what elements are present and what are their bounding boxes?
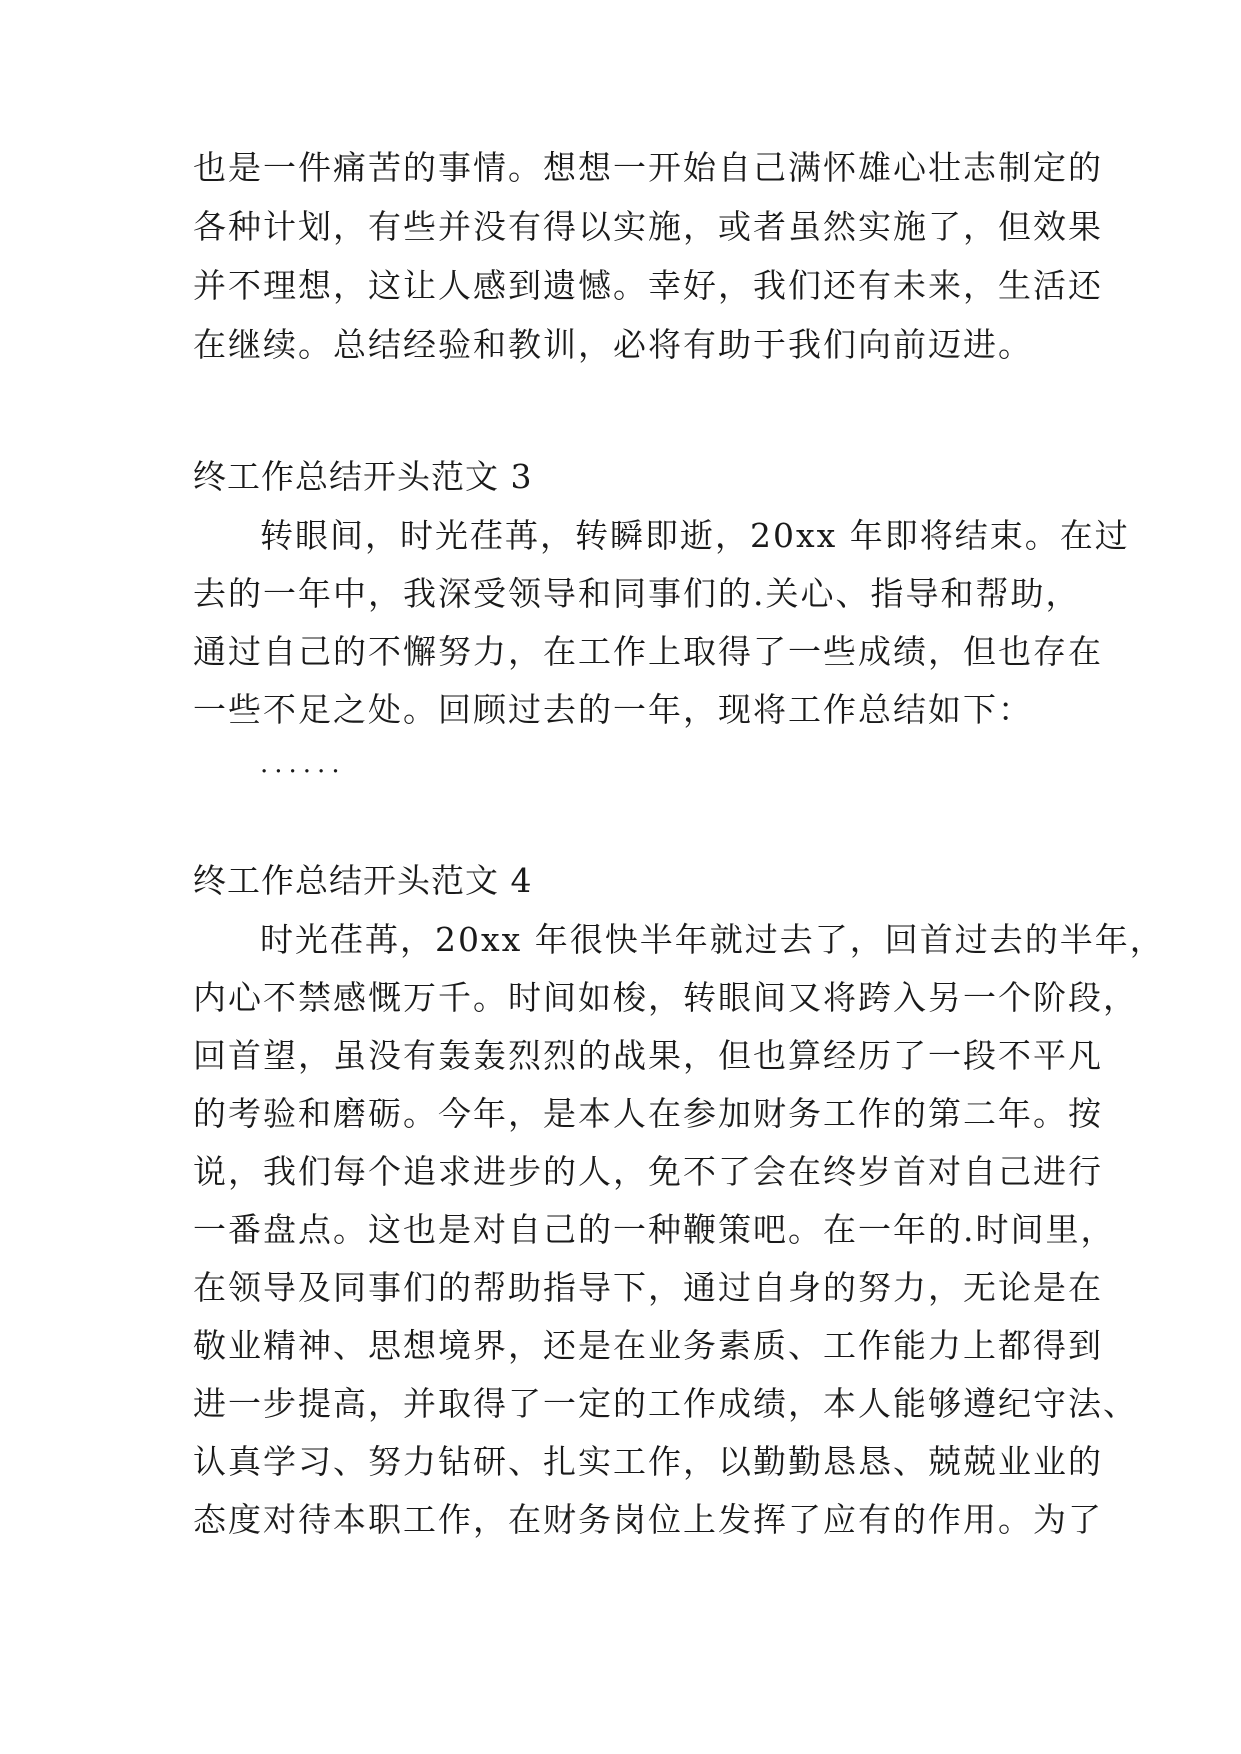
body-line: 内心不禁感慨万千。时间如梭，转眼间又将跨入另一个阶段， xyxy=(193,978,1138,1017)
body-line: 进一步提高，并取得了一定的工作成绩，本人能够遵纪守法、 xyxy=(193,1384,1138,1423)
body-line: 各种计划，有些并没有得以实施，或者虽然实施了，但效果 xyxy=(193,207,1103,246)
section-heading: 终工作总结开头范文 3 xyxy=(193,457,533,496)
body-line: 一些不足之处。回顾过去的一年，现将工作总结如下： xyxy=(193,690,1033,729)
body-line: 也是一件痛苦的事情。想想一开始自己满怀雄心壮志制定的 xyxy=(193,148,1103,187)
body-line: 说，我们每个追求进步的人，免不了会在终岁首对自己进行 xyxy=(193,1152,1103,1191)
body-line: 并不理想，这让人感到遗憾。幸好，我们还有未来，生活还 xyxy=(193,266,1103,305)
body-line: 转眼间，时光荏苒，转瞬即逝，20xx 年即将结束。在过 xyxy=(260,516,1130,555)
body-line: 回首望，虽没有轰轰烈烈的战果，但也算经历了一段不平凡 xyxy=(193,1036,1103,1075)
body-line: 态度对待本职工作，在财务岗位上发挥了应有的作用。为了 xyxy=(193,1500,1103,1539)
body-line: 时光荏苒，20xx 年很快半年就过去了，回首过去的半年， xyxy=(260,920,1165,959)
body-line: 认真学习、努力钻研、扎实工作，以勤勤恳恳、兢兢业业的 xyxy=(193,1442,1103,1481)
body-line: 在继续。总结经验和教训，必将有助于我们向前迈进。 xyxy=(193,325,1033,364)
section-heading: 终工作总结开头范文 4 xyxy=(193,861,533,900)
body-line: 的考验和磨砺。今年，是本人在参加财务工作的第二年。按 xyxy=(193,1094,1103,1133)
ellipsis: ...... xyxy=(260,749,346,779)
body-line: 去的一年中，我深受领导和同事们的.关心、指导和帮助， xyxy=(193,574,1081,613)
body-line: 在领导及同事们的帮助指导下，通过自身的努力，无论是在 xyxy=(193,1268,1103,1307)
body-line: 一番盘点。这也是对自己的一种鞭策吧。在一年的.时间里， xyxy=(193,1210,1116,1249)
body-line: 通过自己的不懈努力，在工作上取得了一些成绩，但也存在 xyxy=(193,632,1103,671)
body-line: 敬业精神、思想境界，还是在业务素质、工作能力上都得到 xyxy=(193,1326,1103,1365)
